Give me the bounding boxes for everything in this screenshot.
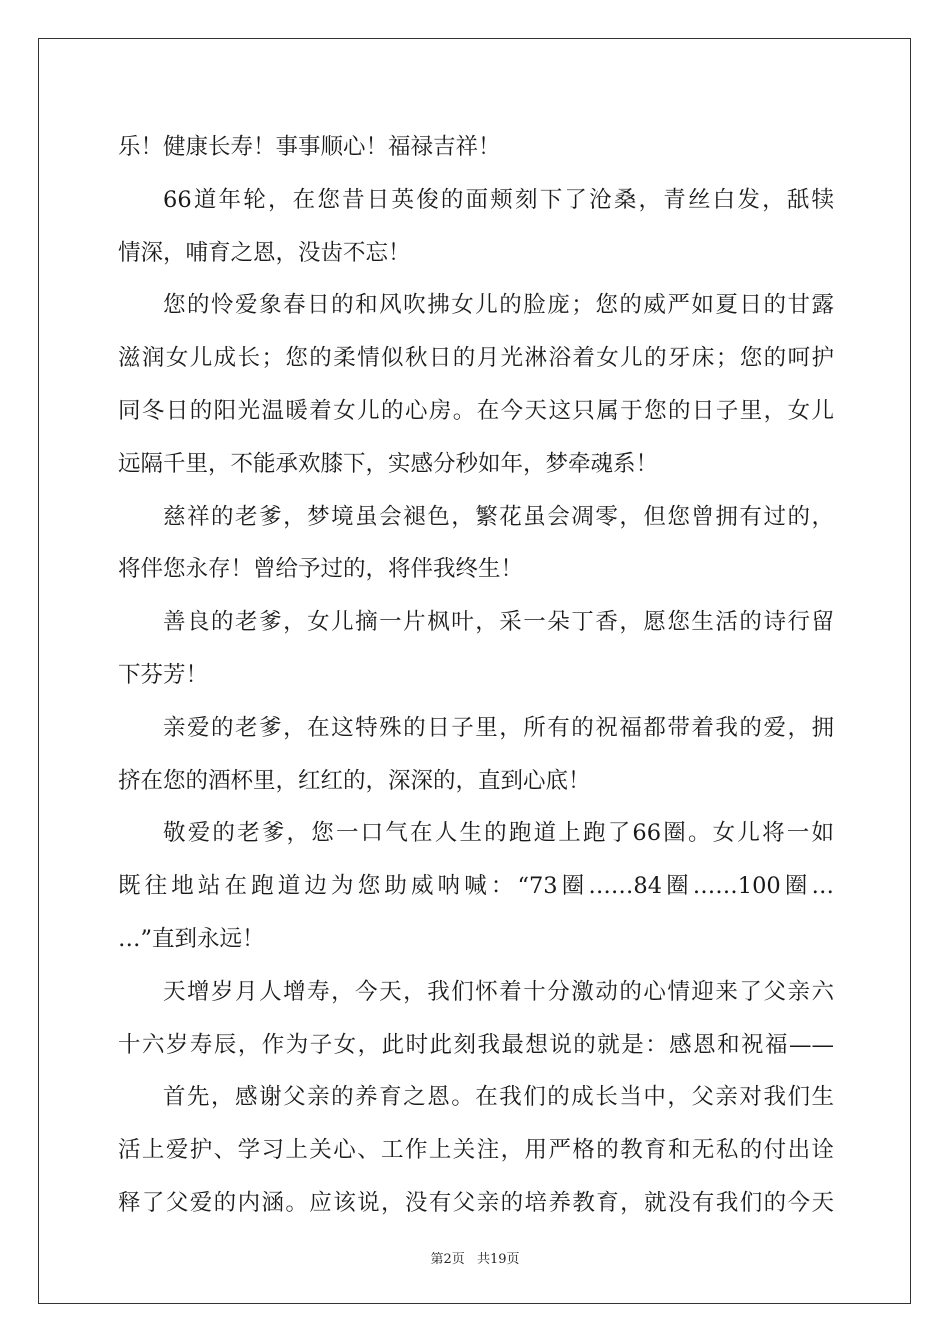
text-line: 活上爱护、学习上关心、工作上关注，用严格的教育和无私的付出诠 — [118, 1137, 834, 1164]
text-line: 亲爱的老爹，在这特殊的日子里，所有的祝福都带着我的爱，拥 — [163, 714, 834, 741]
text-line: 十六岁寿辰，作为子女，此时此刻我最想说的就是：感恩和祝福—— — [118, 1031, 834, 1058]
text-line: 将伴您永存！曾给予过的，将伴我终生！ — [118, 556, 524, 583]
text-line: 天增岁月人增寿，今天，我们怀着十分激动的心情迎来了父亲六 — [163, 978, 834, 1005]
text-line: 远隔千里，不能承欢膝下，实感分秒如年，梦牵魂系！ — [118, 450, 659, 477]
page-footer — [0, 1248, 950, 1267]
document-body — [118, 130, 834, 1239]
text-line: 滋润女儿成长；您的柔情似秋日的月光淋浴着女儿的牙床；您的呵护 — [118, 345, 834, 372]
text-line: 乐！健康长寿！事事顺心！福禄吉祥！ — [118, 134, 501, 160]
text-line: 释了父爱的内涵。应该说，没有父亲的培养教育，就没有我们的今天 — [118, 1189, 834, 1216]
text-line: 您的怜爱象春日的和风吹拂女儿的脸庞；您的威严如夏日的甘露 — [163, 292, 834, 319]
text-line: 情深，哺育之恩，没齿不忘！ — [118, 239, 411, 266]
text-line: 挤在您的酒杯里，红红的，深深的，直到心底！ — [118, 767, 591, 794]
page-total: 共19页 — [476, 1252, 520, 1267]
text-line: 首先，感谢父亲的养育之恩。在我们的成长当中，父亲对我们生 — [163, 1084, 834, 1111]
text-line: 66道年轮，在您昔日英俊的面颊刻下了沧桑，青丝白发，舐犊 — [163, 186, 834, 213]
text-line: 善良的老爹，女儿摘一片枫叶，采一朵丁香，愿您生活的诗行留 — [163, 609, 834, 636]
text-line: 慈祥的老爹，梦境虽会褪色，繁花虽会凋零，但您曾拥有过的， — [163, 503, 834, 530]
text-line: 下芬芳！ — [118, 661, 209, 688]
page-number: 第2页 — [430, 1252, 465, 1267]
text-line: …”直到永远！ — [118, 925, 265, 952]
text-line: 同冬日的阳光温暖着女儿的心房。在今天这只属于您的日子里，女儿 — [118, 397, 834, 424]
text-line: 既往地站在跑道边为您助威呐喊：“73圈……84圈……100圈… — [118, 873, 834, 900]
text-line: 敬爱的老爹，您一口气在人生的跑道上跑了66圈。女儿将一如 — [163, 820, 834, 847]
